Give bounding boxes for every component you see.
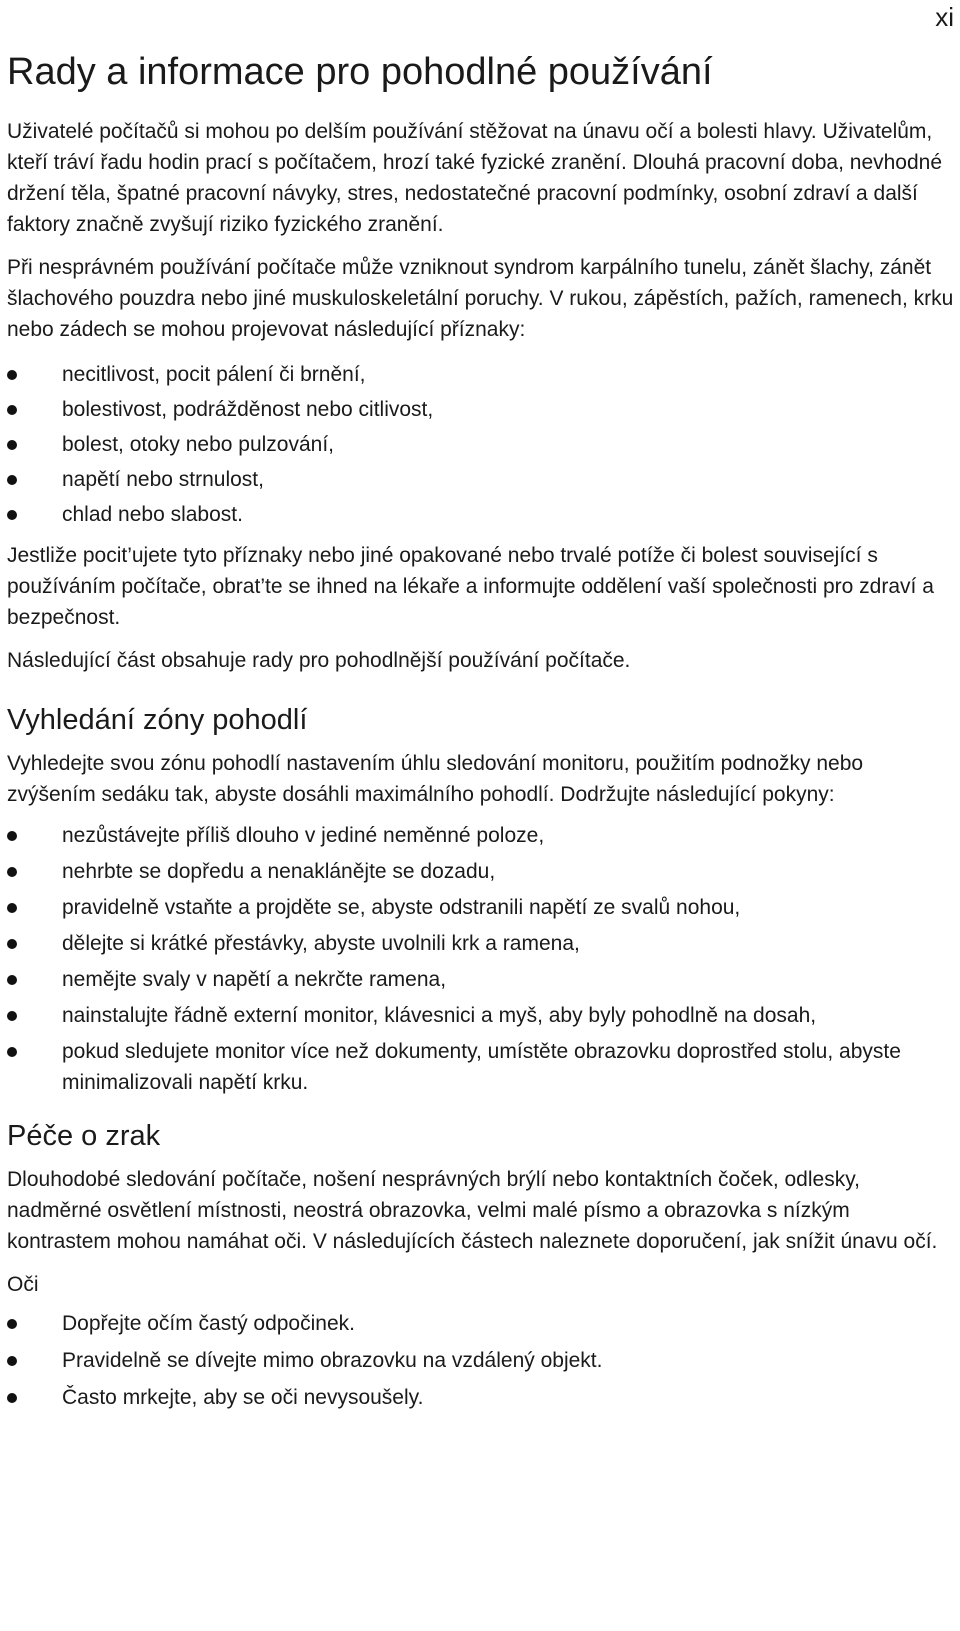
list-item	[7, 928, 957, 959]
subheading-eyes: Oči	[7, 1273, 39, 1296]
document-body	[7, 48, 957, 1423]
list-item	[7, 359, 957, 390]
advice-paragraph: Následující část obsahuje rady pro pohodlnější používání počítače.	[7, 649, 631, 672]
list-item-text: Pravidelně se dívejte mimo obrazovku na vzdálený objekt.	[62, 1349, 603, 1372]
section-paragraph: Vyhledejte svou zónu pohodlí nastavením úhlu sledování monitoru, použitím podnožky nebo zvýšením sedáku tak, abyste dosáhli maximálního pohodlí. Dodržujte následující pokyny:	[7, 752, 864, 806]
bullet-icon	[7, 1047, 17, 1057]
list-item-text: nehrbte se dopředu a nenaklánějte se dozadu,	[62, 860, 496, 883]
section-paragraph: Dlouhodobé sledování počítače, nošení nesprávných brýlí nebo kontaktních čoček, odlesky, nadměrné osvětlení místnosti, neostrá obrazovka, velmi malé písmo a obrazovka s nízkým kontrastem mohou namáhat oči. V následujících částech naleznete doporučení, jak snížit únavu očí.	[7, 1168, 938, 1253]
list-item	[7, 394, 957, 425]
bullet-icon	[7, 475, 17, 485]
list-item-text: napětí nebo strnulost,	[62, 468, 264, 491]
list-item	[7, 856, 957, 887]
list-item	[7, 820, 957, 851]
page-title: Rady a informace pro pohodlné používání	[7, 51, 713, 93]
advice-paragraph: Jestliže pocit’ujete tyto příznaky nebo jiné opakované nebo trvalé potíže či bolest související s používáním počítače, obrat’te se ihned na lékaře a informujte oddělení vaší společnosti pro zdraví a bezpečnost.	[7, 544, 934, 629]
list-item-text: bolest, otoky nebo pulzování,	[62, 433, 335, 456]
bullet-icon	[7, 903, 17, 913]
list-item	[7, 1036, 957, 1098]
list-item	[7, 892, 957, 923]
bullet-icon	[7, 867, 17, 877]
bullet-icon	[7, 1393, 17, 1403]
bullet-icon	[7, 440, 17, 450]
list-item-text: Často mrkejte, aby se oči nevysoušely.	[62, 1386, 424, 1409]
list-item-text: nainstalujte řádně externí monitor, klávesnici a myš, aby byly pohodlně na dosah,	[62, 1004, 817, 1027]
list-item-text: nemějte svaly v napětí a nekrčte ramena,	[62, 968, 447, 991]
list-item	[7, 964, 957, 995]
list-item-text: pokud sledujete monitor více než dokumenty, umístěte obrazovku doprostřed stolu, abyste minimalizovali napětí krku.	[62, 1040, 901, 1094]
page-number: xi	[935, 2, 954, 32]
list-item	[7, 1345, 957, 1376]
list-item-text: dělejte si krátké přestávky, abyste uvolnili krk a ramena,	[62, 932, 580, 955]
bullet-icon	[7, 1319, 17, 1329]
list-item-text: chlad nebo slabost.	[62, 503, 243, 526]
list-item	[7, 1308, 957, 1339]
list-item-text: pravidelně vstaňte a projděte se, abyste odstranili napětí ze svalů nohou,	[62, 896, 741, 919]
bullet-icon	[7, 370, 17, 380]
section-heading-eye-care: Péče o zrak	[7, 1120, 161, 1152]
section-heading-comfort-zone: Vyhledání zóny pohodlí	[7, 704, 308, 736]
symptoms-list	[7, 359, 957, 530]
intro-paragraph: Uživatelé počítačů si mohou po delším používání stěžovat na únavu očí a bolesti hlavy. Uživatelům, kteří tráví řadu hodin prací s počítačem, hrozí také fyzické zranění. Dlouhá pracovní doba, nevhodné držení těla, špatné pracovní návyky, stres, nedostatečné pracovní podmínky, osobní zdraví a další faktory značně zvyšují riziko fyzického zranění.	[7, 120, 943, 236]
list-item-text: bolestivost, podrážděnost nebo citlivost,	[62, 398, 434, 421]
bullet-icon	[7, 1011, 17, 1021]
list-item	[7, 499, 957, 530]
list-item-text: Dopřejte očím častý odpočinek.	[62, 1312, 355, 1335]
bullet-icon	[7, 1356, 17, 1366]
intro-paragraph: Při nesprávném používání počítače může vzniknout syndrom karpálního tunelu, zánět šlachy, zánět šlachového pouzdra nebo jiné muskuloskeletální poruchy. V rukou, zápěstích, pažích, ramenech, krku nebo zádech se mohou projevovat následující příznaky:	[7, 256, 954, 341]
comfort-guidelines-list	[7, 820, 957, 1098]
bullet-icon	[7, 831, 17, 841]
list-item	[7, 1000, 957, 1031]
bullet-icon	[7, 939, 17, 949]
list-item	[7, 1382, 957, 1413]
eye-tips-list	[7, 1308, 957, 1413]
list-item-text: nezůstávejte příliš dlouho v jediné neměnné poloze,	[62, 824, 545, 847]
list-item	[7, 429, 957, 460]
list-item	[7, 464, 957, 495]
bullet-icon	[7, 510, 17, 520]
bullet-icon	[7, 405, 17, 415]
bullet-icon	[7, 975, 17, 985]
list-item-text: necitlivost, pocit pálení či brnění,	[62, 363, 366, 386]
